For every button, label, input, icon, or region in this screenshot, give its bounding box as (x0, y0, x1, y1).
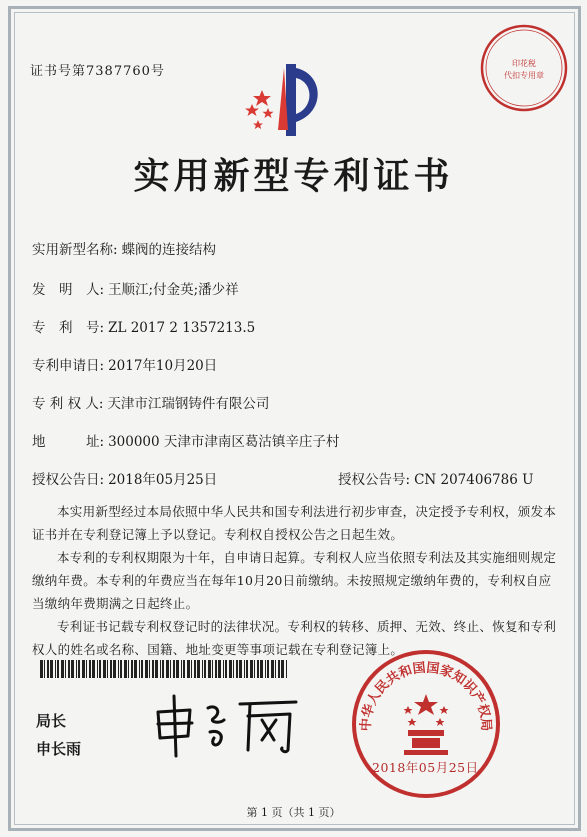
label-utility-model-name: 实用新型名称: (32, 242, 118, 258)
label-patent-number: 专 利 号: (32, 320, 105, 336)
field-patent-number (32, 316, 255, 336)
value-inventors: 王顺江;付金英;潘少祥 (108, 282, 239, 298)
label-grant-announce-number: 授权公告号: (338, 472, 411, 488)
body-paragraph-1: 本实用新型经过本局依照中华人民共和国专利法进行初步审查，决定授予专利权，颁发本证书并在专利登记簿上予以登记。专利权自授权公告之日起生效。 (32, 504, 557, 542)
value-address: 300000 天津市津南区葛沽镇辛庄子村 (108, 434, 340, 450)
value-patent-number: ZL 2017 2 1357213.5 (108, 320, 256, 336)
patent-office-logo-icon (238, 60, 328, 140)
label-patentee: 专 利 权 人: (32, 396, 104, 412)
field-grant-announce-number (338, 468, 533, 488)
value-patentee: 天津市江瑞钢铸件有限公司 (107, 396, 270, 412)
value-grant-announce-date: 2018年05月25日 (108, 472, 218, 488)
field-address (32, 430, 339, 450)
label-address: 地 址: (32, 434, 105, 450)
label-inventors: 发 明 人: (32, 282, 105, 298)
field-inventors (32, 278, 239, 298)
seal-arc-text: 中华人民共和国国家知识产权局 (358, 660, 494, 732)
label-filing-date: 专利申请日: (32, 358, 105, 374)
seal-date: 2018年05月25日 (372, 760, 479, 775)
svg-text:代扣专用章: 代扣专用章 (504, 71, 544, 80)
barcode-icon (40, 660, 290, 678)
value-filing-date: 2017年10月20日 (108, 358, 218, 374)
field-patentee (32, 392, 269, 412)
certificate-title: 实用新型专利证书 (133, 155, 454, 197)
value-utility-model-name: 蝶阀的连接结构 (121, 242, 217, 258)
signatory-title: 局长 (36, 712, 67, 730)
value-grant-announce-number: CN 207406786 U (414, 472, 534, 488)
field-grant-announce-date (32, 468, 217, 488)
state-ip-office-seal-icon (350, 648, 502, 800)
field-filing-date (32, 354, 217, 374)
body-paragraph-3: 专利证书记载专利权登记时的法律状况。专利权的转移、质押、无效、终止、恢复和专利权人的姓名或名称、国籍、地址变更等事项记载在专利登记簿上。 (32, 619, 557, 657)
svg-text:印花税: 印花税 (512, 59, 536, 68)
tax-stamp-seal-icon (478, 22, 570, 114)
handwritten-signature-icon (150, 690, 300, 760)
page-number: 第 1 页（共 1 页） (246, 806, 341, 819)
label-grant-announce-date: 授权公告日: (32, 472, 105, 488)
field-utility-model-name (32, 238, 216, 258)
body-paragraph-2: 本专利的专利权期限为十年，自申请日起算。专利权人应当依照专利法及其实施细则规定缴纳年费。本专利的年费应当在每年10月20日前缴纳。未按照规定缴纳年费的，专利权自应当缴纳年费期满之日起终止。 (32, 550, 557, 611)
certificate-number: 证书号第7387760号 (30, 64, 165, 79)
signatory-name: 申长雨 (36, 740, 82, 758)
